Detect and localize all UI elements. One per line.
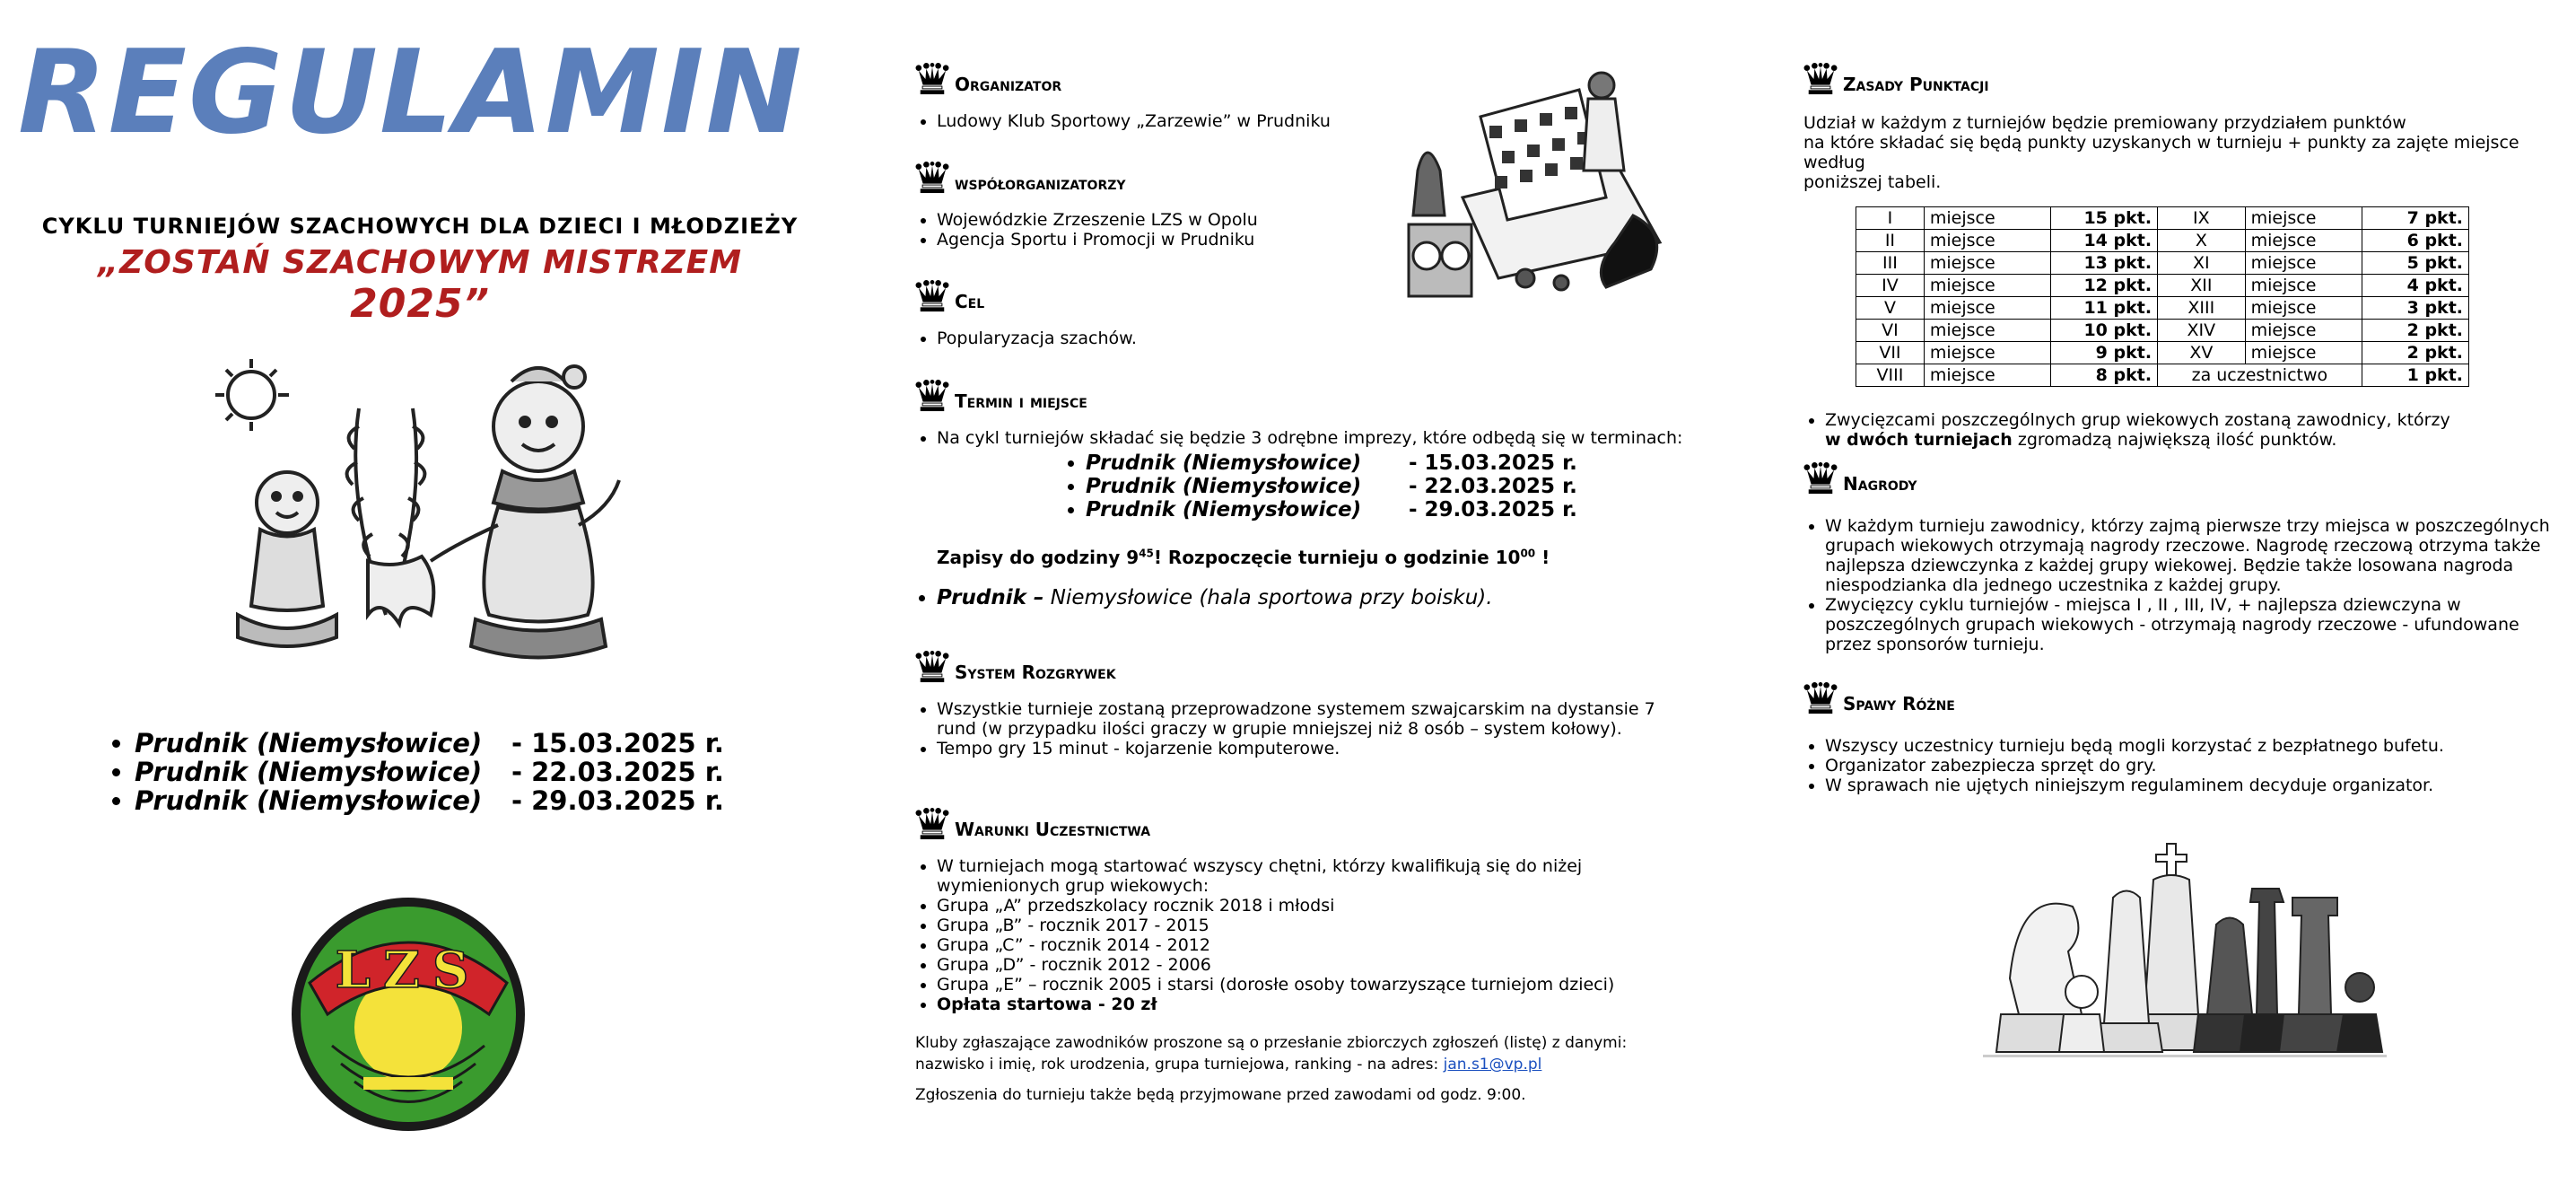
- table-row: [1856, 230, 2469, 252]
- place-cell: VI: [1856, 320, 1925, 342]
- points-cell: 8 pkt.: [2050, 364, 2157, 387]
- table-row: [1856, 297, 2469, 320]
- tournament-dates-list-mid: [1068, 451, 1723, 522]
- points-cell: 15 pkt.: [2050, 207, 2157, 230]
- place-cell: V: [1856, 297, 1925, 320]
- list-item: • Prudnik – Niemysłowice (hala sportowa przy boisku).: [937, 588, 1723, 608]
- points-cell: 6 pkt.: [2362, 230, 2468, 252]
- tournament-dates-list: [99, 729, 724, 815]
- place-cell: I: [1856, 207, 1925, 230]
- list-item: • Zwycięzcami poszczególnych grup wiekowych zostaną zawodnicy, którzy w dwóch turniejach zgromadzą największą ilość punktów.: [1825, 410, 2507, 450]
- lzs-logo: [287, 893, 529, 1135]
- goal-heading: Cel: [915, 280, 1696, 312]
- scoring-intro: [1803, 113, 2566, 192]
- points-table: [1856, 206, 2469, 387]
- place-word-cell: miejsce: [1924, 297, 2050, 320]
- place-word-cell: miejsce: [1924, 364, 2050, 387]
- points-cell: 12 pkt.: [2050, 275, 2157, 297]
- place-word-cell: miejsce: [2245, 342, 2362, 364]
- place-word-cell: miejsce: [1924, 342, 2050, 364]
- crown-icon: [1803, 462, 1838, 495]
- system-list: [915, 699, 1672, 758]
- crown-icon: [1803, 682, 1838, 714]
- place-cell: VIII: [1856, 364, 1925, 387]
- points-cell: 7 pkt.: [2362, 207, 2468, 230]
- points-cell: 4 pkt.: [2362, 275, 2468, 297]
- place-cell: IX: [2158, 207, 2246, 230]
- lzs-logo-text: LZS: [335, 941, 482, 1000]
- conditions-list: [915, 856, 1637, 1014]
- page-title: REGULAMIN: [18, 26, 804, 160]
- list-item: • Grupa „E” – rocznik 2005 i starsi (dorosłe osoby towarzyszące turniejom dzieci): [937, 975, 1637, 995]
- participation-cell: za uczestnictwo: [2158, 364, 2362, 387]
- place-cell: XI: [2158, 252, 2246, 275]
- place-cell: IV: [1856, 275, 1925, 297]
- place-word-cell: miejsce: [2245, 297, 2362, 320]
- misc-list: [1803, 736, 2566, 795]
- place-word-cell: miejsce: [2245, 230, 2362, 252]
- place-cell: III: [1856, 252, 1925, 275]
- misc-heading: Spawy Różne: [1803, 682, 2566, 714]
- place-cell: XIII: [2158, 297, 2246, 320]
- list-item: • W każdym turnieju zawodnicy, którzy zajmą pierwsze trzy miejsca w poszczególnych grupach wiekowych otrzymają nagrody rzeczowe. Nagrodę rzeczową otrzyma także najlepsza dziewczynka z każdej grupy wiekowej. Będzie także losowana nagroda niespodzianka dla jednego uczestnika z każdej grupy.: [1825, 516, 2552, 595]
- registration-note: Zapisy do godziny $9^{45}$! Rozpoczęcie turnieju o godzinie $10^{00}$ !: [937, 547, 1550, 568]
- list-item: • Opłata startowa - 20 zł: [937, 995, 1637, 1014]
- list-item: • Grupa „B” - rocznik 2017 - 2015: [937, 916, 1637, 935]
- chess-mascot-illustration: [188, 346, 655, 691]
- list-item: • W sprawach nie ujętych niniejszym regulaminem decyduje organizator.: [1825, 776, 2566, 795]
- place-word-cell: miejsce: [1924, 207, 2050, 230]
- points-cell: 3 pkt.: [2362, 297, 2468, 320]
- place-cell: X: [2158, 230, 2246, 252]
- winners-list: [1803, 410, 2507, 450]
- place-word-cell: miejsce: [1924, 275, 2050, 297]
- list-item: • Prudnik (Niemysłowice) - 22.03.2025 r.: [135, 758, 724, 786]
- list-item: • Grupa „A” przedszkolacy rocznik 2018 i młodsi: [937, 896, 1637, 916]
- page-subtitle: CYKLU TURNIEJÓW SZACHOWYCH DLA DZIECI I MŁODZIEŻY: [41, 214, 799, 239]
- place-cell: XIV: [2158, 320, 2246, 342]
- place-word-cell: miejsce: [1924, 230, 2050, 252]
- list-item: • Na cykl turniejów składać się będzie 3 odrębne imprezy, które odbędą się w terminach:: [937, 428, 1723, 448]
- list-item: • Grupa „C” - rocznik 2014 - 2012: [937, 935, 1637, 955]
- list-item: • Wszyscy uczestnicy turnieju będą mogli korzystać z bezpłatnego bufetu.: [1825, 736, 2566, 756]
- list-item: • Zwycięzcy cyklu turniejów - miejsca I , II , III, IV, + najlepsza dziewczyna w poszczególnych grupach wiekowych - otrzymają nagrody rzeczowe - ufundowane przez sponsorów turnieju.: [1825, 595, 2552, 654]
- table-row: [1856, 275, 2469, 297]
- table-row: [1856, 320, 2469, 342]
- list-item: • W turniejach mogą startować wszyscy chętni, którzy kwalifikują się do niżej wymienionych grup wiekowych:: [937, 856, 1637, 896]
- points-cell: 14 pkt.: [2050, 230, 2157, 252]
- place-word-cell: miejsce: [1924, 320, 2050, 342]
- chess-book-illustration: [1400, 63, 1678, 305]
- crown-icon: [915, 808, 949, 840]
- points-cell: 2 pkt.: [2362, 342, 2468, 364]
- list-item: • Agencja Sportu i Promocji w Prudniku: [937, 230, 1696, 250]
- scoring-intro-line: na które składać się będą punkty uzyskanych w turnieju + punkty za zajęte miejsce według: [1803, 133, 2519, 172]
- coorganizers-heading: współorganizatorzy: [915, 162, 1696, 194]
- points-cell: 11 pkt.: [2050, 297, 2157, 320]
- organizer-heading: Organizator: [915, 63, 1696, 95]
- prizes-list: [1803, 516, 2552, 654]
- points-cell: 13 pkt.: [2050, 252, 2157, 275]
- dates-place-heading: Termin i miejsce: [915, 380, 1723, 412]
- crown-icon: [1803, 63, 1838, 95]
- table-row: [1856, 364, 2469, 387]
- place-word-cell: miejsce: [2245, 207, 2362, 230]
- list-item: • Tempo gry 15 minut - kojarzenie komputerowe.: [937, 739, 1672, 758]
- list-item: • Prudnik (Niemysłowice) - 29.03.2025 r.: [1086, 498, 1723, 522]
- place-cell: XII: [2158, 275, 2246, 297]
- crown-icon: [915, 380, 949, 412]
- place-word-cell: miejsce: [2245, 252, 2362, 275]
- prizes-heading: Nagrody: [1803, 462, 2566, 495]
- tournament-motto: „ZOSTAŃ SZACHOWYM MISTRZEM 2025”: [97, 244, 743, 327]
- table-row: [1856, 342, 2469, 364]
- list-item: • Prudnik (Niemysłowice) - 15.03.2025 r.: [1086, 451, 1723, 475]
- goal-list: [915, 329, 1696, 348]
- list-item: • Prudnik (Niemysłowice) - 29.03.2025 r.: [135, 786, 724, 815]
- chess-pieces-illustration: [1983, 835, 2387, 1073]
- table-row: [1856, 252, 2469, 275]
- venue-list: [915, 588, 1723, 608]
- clubs-note-line: Kluby zgłaszające zawodników proszone są o przesłanie zbiorczych zgłoszeń (listę) z danymi:: [915, 1034, 1628, 1052]
- scoring-heading: Zasady Punktacji: [1803, 63, 2566, 95]
- points-cell: 9 pkt.: [2050, 342, 2157, 364]
- list-item: • Prudnik (Niemysłowice) - 22.03.2025 r.: [1086, 475, 1723, 498]
- system-heading: System Rozgrywek: [915, 651, 1687, 683]
- onsite-note: Zgłoszenia do turnieju także będą przyjmowane przed zawodami od godz. 9:00.: [915, 1086, 1526, 1104]
- list-item: • Popularyzacja szachów.: [937, 329, 1696, 348]
- place-cell: XV: [2158, 342, 2246, 364]
- scoring-intro-line: poniższej tabeli.: [1803, 172, 1942, 192]
- clubs-note-line: nazwisko i imię, rok urodzenia, grupa turniejowa, ranking - na adres: jan.s1@vp.pl: [915, 1056, 1542, 1074]
- list-item: • Grupa „D” - rocznik 2012 - 2006: [937, 955, 1637, 975]
- place-word-cell: miejsce: [2245, 275, 2362, 297]
- crown-icon: [915, 651, 949, 683]
- crown-icon: [915, 162, 949, 194]
- points-cell: 2 pkt.: [2362, 320, 2468, 342]
- list-item: • Prudnik (Niemysłowice) - 15.03.2025 r.: [135, 729, 724, 758]
- clubs-note: [915, 1032, 1687, 1075]
- place-cell: VII: [1856, 342, 1925, 364]
- points-cell: 5 pkt.: [2362, 252, 2468, 275]
- crown-icon: [915, 280, 949, 312]
- place-cell: II: [1856, 230, 1925, 252]
- dates-place-list: [915, 428, 1723, 448]
- table-row: [1856, 207, 2469, 230]
- scoring-intro-line: Udział w każdym z turniejów będzie premiowany przydziałem punktów: [1803, 113, 2406, 133]
- list-item: • Wojewódzkie Zrzeszenie LZS w Opolu: [937, 210, 1696, 230]
- list-item: • Ludowy Klub Sportowy „Zarzewie” w Prudniku: [937, 111, 1696, 131]
- conditions-heading: Warunki Uczestnictwa: [915, 808, 1687, 840]
- email-link[interactable]: jan.s1@vp.pl: [1443, 1056, 1542, 1074]
- points-cell: 10 pkt.: [2050, 320, 2157, 342]
- list-item: • Organizator zabezpiecza sprzęt do gry.: [1825, 756, 2566, 776]
- points-cell: 1 pkt.: [2362, 364, 2468, 387]
- place-word-cell: miejsce: [1924, 252, 2050, 275]
- crown-icon: [915, 63, 949, 95]
- place-word-cell: miejsce: [2245, 320, 2362, 342]
- list-item: • Wszystkie turnieje zostaną przeprowadzone systemem szwajcarskim na dystansie 7 rund (w przypadku ilości graczy w grupie mniejszej niż 8 osób – system kołowy).: [937, 699, 1672, 739]
